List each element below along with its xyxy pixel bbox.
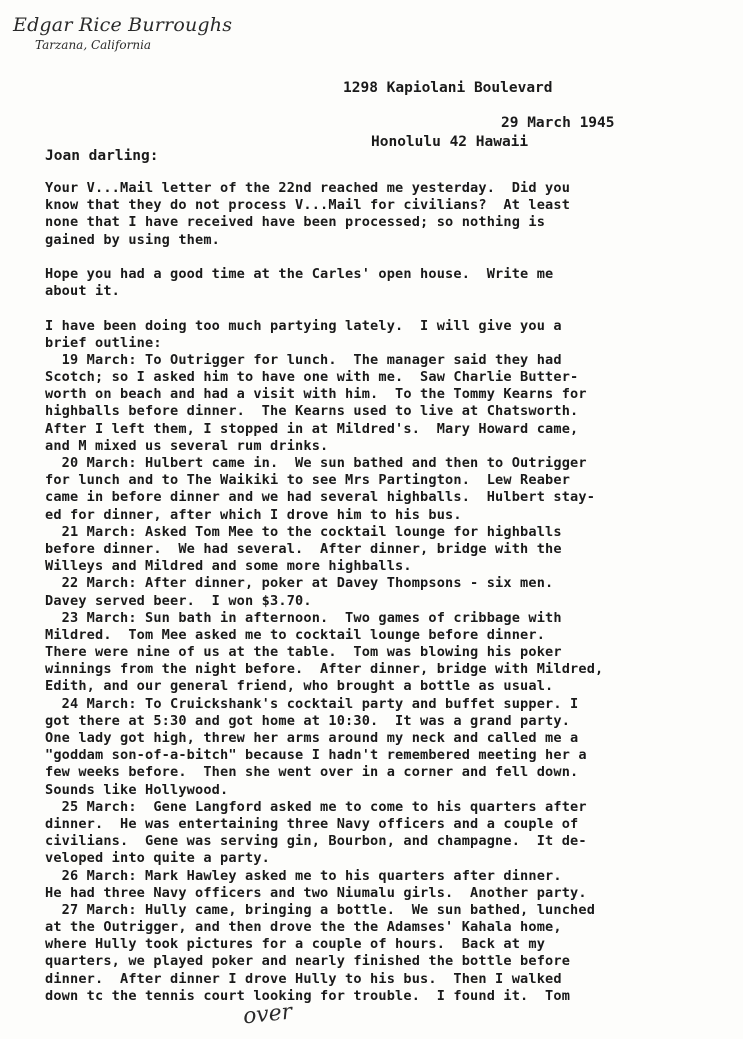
text-line: Edith, and our general friend, who brought a bottle as usual.: [45, 678, 554, 695]
text-line: dinner. After dinner I drove Hully to his bus. Then I walked: [45, 970, 562, 987]
address-line-2: Honolulu 42 Hawaii: [371, 134, 529, 150]
text-line: and M mixed us several rum drinks.: [45, 437, 329, 454]
paragraph: [45, 266, 735, 300]
text-line: 24 March: To Cruickshank's cocktail party and buffet supper. I: [45, 695, 579, 712]
text-line: One lady got high, threw her arms around my neck and called me a: [45, 730, 579, 746]
text-line: civilians. Gene was serving gin, Bourbon, and champagne. It de-: [45, 833, 587, 850]
text-line: came in before dinner and we had several highballs. Hulbert stay-: [45, 489, 596, 506]
text-line: highballs before dinner. The Kearns used to live at Chatsworth.: [45, 403, 579, 420]
text-line: Davey served beer. I won $3.70.: [45, 592, 312, 609]
text-line: down tc the tennis court looking for trouble. I found it. Tom: [45, 987, 571, 1004]
text-line: Mildred. Tom Mee asked me to cocktail lounge before dinner.: [45, 626, 546, 643]
text-line: Scotch; so I asked him to have one with me. Saw Charlie Butter-: [45, 369, 579, 386]
text-line: gained by using them.: [45, 231, 221, 248]
text-line: 19 March: To Outrigger for lunch. The manager said they had: [45, 351, 562, 368]
letterhead-name: Edgar Rice Burroughs: [13, 14, 233, 36]
address-line-1: 1298 Kapiolani Boulevard: [343, 80, 553, 96]
text-line: about it.: [45, 283, 121, 300]
text-line: After I left them, I stopped in at Mildred's. Mary Howard came,: [45, 420, 579, 437]
letterhead-city: Tarzana, California: [35, 38, 152, 52]
text-line: got there at 5:30 and got home at 10:30. It was a grand party.: [45, 712, 571, 729]
text-line: at the Outrigger, and then drove the the Adamses' Kahala home,: [45, 919, 562, 936]
text-line: dinner. He was entertaining three Navy officers and a couple of: [45, 815, 579, 832]
text-line: I have been doing too much partying lately. I will give you a: [45, 317, 562, 334]
text-line: few weeks before. Then she went over in a corner and fell down.: [45, 764, 579, 781]
text-line: Willeys and Mildred and some more highballs.: [45, 558, 412, 575]
text-line: for lunch and to The Waikiki to see Mrs Partington. Lew Reaber: [45, 472, 571, 489]
text-line: "goddam son-of-a-bitch" because I hadn't remembered meeting her a: [45, 747, 587, 764]
text-line: none that I have received have been processed; so nothing is: [45, 214, 546, 231]
handwritten-note: over: [241, 999, 294, 1030]
text-line: 23 March: Sun bath in afternoon. Two games of cribbage with: [45, 609, 562, 626]
text-line: There were nine of us at the table. Tom was blowing his poker: [45, 644, 562, 661]
text-line: Your V...Mail letter of the 22nd reached me yesterday. Did you: [45, 180, 571, 196]
text-line: 26 March: Mark Hawley asked me to his quarters after dinner.: [45, 867, 562, 884]
text-line: 20 March: Hulbert came in. We sun bathed and then to Outrigger: [45, 455, 587, 471]
text-line: He had three Navy officers and two Niumalu girls. Another party.: [45, 884, 587, 901]
text-line: know that they do not process V...Mail for civilians? At least: [45, 197, 571, 214]
letter-date: 29 March 1945: [501, 115, 615, 131]
paragraph-gap: [45, 300, 735, 317]
text-line: quarters, we played poker and nearly finished the bottle before: [45, 953, 571, 970]
text-line: winnings from the night before. After dinner, bridge with Mildred,: [45, 661, 604, 678]
text-line: 25 March: Gene Langford asked me to come to his quarters after: [45, 798, 587, 815]
text-line: veloped into quite a party.: [45, 850, 271, 867]
letterhead: [13, 14, 232, 52]
text-line: 27 March: Hully came, bringing a bottle. We sun bathed, lunched: [45, 901, 596, 918]
text-line: ed for dinner, after which I drove him to his bus.: [45, 506, 462, 523]
letter-body: [45, 180, 735, 1005]
text-line: Hope you had a good time at the Carles' open house. Write me: [45, 265, 554, 282]
text-line: worth on beach and had a visit with him. To the Tommy Kearns for: [45, 386, 587, 403]
text-line: 21 March: Asked Tom Mee to the cocktail lounge for highballs: [45, 523, 562, 540]
text-line: 22 March: After dinner, poker at Davey Thompsons - six men.: [45, 575, 554, 592]
salutation: Joan darling:: [45, 148, 159, 164]
text-line: Sounds like Hollywood.: [45, 781, 229, 798]
text-line: where Hully took pictures for a couple of hours. Back at my: [45, 936, 546, 953]
paragraph-gap: [45, 249, 735, 266]
paragraph: [45, 318, 735, 1006]
paragraph: [45, 180, 735, 249]
text-line: brief outline:: [45, 334, 162, 351]
text-line: before dinner. We had several. After dinner, bridge with the: [45, 540, 562, 557]
